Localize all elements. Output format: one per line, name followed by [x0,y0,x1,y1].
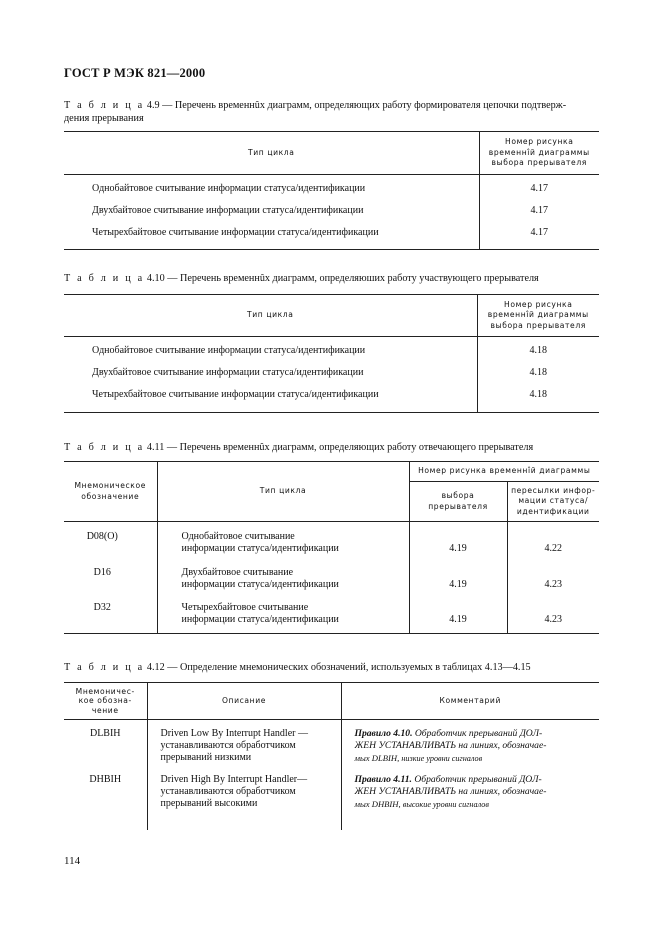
comment-line3b: высокие уровни сигналов [402,800,489,809]
col-mnemonic-line2: кое обозна- [78,696,132,706]
col-figure-number [477,295,599,337]
cell-mnemonic: DHBIH [89,774,122,785]
cell-figure-number: 4.17 [479,223,599,250]
col-description: Описание [147,683,341,720]
cell-description-line1: Driven Low By Interrupt Handler — [160,728,308,739]
col-mnemonic-line2: обозначение [81,491,140,501]
col-status-transfer-line2: мации статуса/ [518,496,589,506]
comment-line3a: мых DLBIH, [354,753,402,763]
col-cycle-type: Тип цикла [157,462,409,522]
table-label: Т а б л и ц а [64,662,145,673]
cell-mnemonic: D16 [93,566,111,578]
caption-text: 4.12 — Определение мнемонических обозначений, используемых в таблицах 4.13—4.15 [146,662,531,673]
col-status-transfer-line1: пересылки инфор- [511,485,596,495]
comment-line3b: низкие уровни сигналов [401,754,483,763]
cell-transfer-figure: 4.22 [507,522,599,560]
table-4-10 [64,294,599,413]
caption-text: 4.9 — Перечень временнûх диаграмм, определяющих работу формирователя цепочки подтверж- [146,100,567,111]
col-status-transfer-line3: идентификации [516,506,590,516]
table-header-row [64,132,599,175]
page-number: 114 [64,855,81,867]
col-figure-number [479,132,599,175]
table-label: Т а б л и ц а [64,442,145,453]
col-figure-number-line2: временнîй диаграммы [488,147,590,157]
comment-line2: ЖЕН УСТАНАВЛИВАТЬ на линиях, обозначае- [354,740,547,751]
cell-comment [341,765,599,830]
comment-line2: ЖЕН УСТАНАВЛИВАТЬ на линиях, обозначае- [354,786,547,797]
table-row [64,765,599,830]
col-mnemonic-line3: чение [91,705,119,715]
table-header-row [64,462,599,482]
cell-select-figure: 4.19 [409,522,507,560]
col-interrupter-select-line2: прерывателя [428,501,488,511]
cell-figure-number: 4.18 [477,385,599,413]
table-4-9-caption [64,99,600,125]
comment-line1: Обработчик прерываний ДОЛ- [412,728,543,739]
table-row [64,223,599,250]
table-4-12-caption [64,661,600,674]
cell-figure-number: 4.18 [477,361,599,385]
cell-cycle-type-line2: информации статуса/идентификации [181,543,339,554]
cell-description-line2: устанавливаются обработчиком [160,740,296,751]
table-row [64,175,599,199]
cell-select-figure: 4.19 [409,560,507,596]
cell-cycle-type: Двухбайтовое считывание информации статуса/идентификации [92,204,364,216]
cell-description-line3: прерываний высокими [160,798,258,809]
col-figure-number-line1: Номер рисунка [505,137,574,147]
cell-cycle-type [157,560,409,596]
cell-description-line2: устанавливаются обработчиком [160,786,296,797]
col-mnemonic-line1: Мнемоническое [74,481,146,490]
table-row [64,560,599,596]
col-interrupter-select [409,482,507,522]
col-figure-number-line3: выбора прерывателя [490,320,586,330]
cell-figure-number: 4.18 [477,337,599,361]
table-header-row [64,295,599,337]
col-cycle-type: Тип цикла [246,310,294,320]
col-figure-number-line3: выбора прерывателя [491,158,587,168]
cell-mnemonic: D08(O) [86,531,118,542]
cell-description-line1: Driven High By Interrupt Handler— [160,774,308,785]
cell-cycle-type: Двухбайтовое считывание информации статуса/идентификации [92,366,364,378]
col-figure-number-line1: Номер рисунка [504,299,573,309]
table-label: Т а б л и ц а [64,100,145,111]
caption-text-2: дения прерывания [64,113,144,124]
cell-cycle-type [157,522,409,560]
col-figure-number-group: Номер рисунка временнîй диаграммы [409,462,599,482]
rule-label: Правило 4.11. [354,774,412,785]
cell-description [147,720,341,766]
cell-cycle-type: Четырехбайтовое считывание информации статуса/идентификации [92,226,379,238]
cell-cycle-type-line1: Двухбайтовое считывание [181,566,294,578]
table-row [64,720,599,766]
cell-cycle-type: Однобайтовое считывание информации статуса/идентификации [92,182,366,194]
cell-description [147,765,341,830]
comment-line3a: мых DHBIH, [354,799,403,809]
table-row [64,522,599,560]
cell-cycle-type [157,596,409,634]
cell-transfer-figure: 4.23 [507,560,599,596]
table-row [64,199,599,223]
col-interrupter-select-line1: выбора [441,491,475,500]
cell-comment [341,720,599,766]
rule-label: Правило 4.10. [354,728,413,739]
cell-cycle-type: Четырехбайтовое считывание информации статуса/идентификации [92,389,379,401]
col-mnemonic-line1: Мнемоничес- [75,686,135,696]
table-4-9 [64,131,599,250]
table-row [64,596,599,634]
col-mnemonic [64,683,147,720]
col-mnemonic [64,462,157,522]
table-row [64,385,599,413]
cell-select-figure: 4.19 [409,596,507,634]
table-4-10-caption [64,272,600,285]
table-row [64,361,599,385]
caption-text: 4.11 — Перечень временнûх диаграмм, определяющих работу отвечающего прерывателя [146,442,534,453]
cell-cycle-type-line2: информации статуса/идентификации [181,578,339,590]
cell-figure-number: 4.17 [479,175,599,199]
col-figure-number-line2: временнîй диаграммы [487,310,589,320]
col-status-transfer [507,482,599,522]
table-label: Т а б л и ц а [64,273,145,284]
col-comment: Комментарий [341,683,599,720]
table-row [64,337,599,361]
comment-line1: Обработчик прерываний ДОЛ- [411,774,542,785]
caption-text: 4.10 — Перечень временнûх диаграмм, определяюших работу участвующего прерывателя [146,273,539,284]
col-cycle-type: Тип цикла [247,147,295,157]
table-4-11 [64,461,599,634]
cell-cycle-type: Однобайтовое считывание информации статуса/идентификации [92,344,366,356]
table-4-12 [64,682,599,830]
cell-description-line3: прерываний низкими [160,752,252,763]
cell-cycle-type-line2: информации статуса/идентификации [181,613,339,625]
cell-cycle-type-line1: Однобайтовое считывание [181,531,295,542]
cell-mnemonic: D32 [93,601,111,613]
document-header: ГОСТ Р МЭК 821—2000 [64,66,206,80]
cell-transfer-figure: 4.23 [507,596,599,634]
table-4-11-caption [64,441,600,454]
cell-mnemonic: DLBIH [89,728,121,739]
cell-cycle-type-line1: Четырехбайтовое считывание [181,601,309,613]
table-header-row [64,683,599,720]
cell-figure-number: 4.17 [479,199,599,223]
